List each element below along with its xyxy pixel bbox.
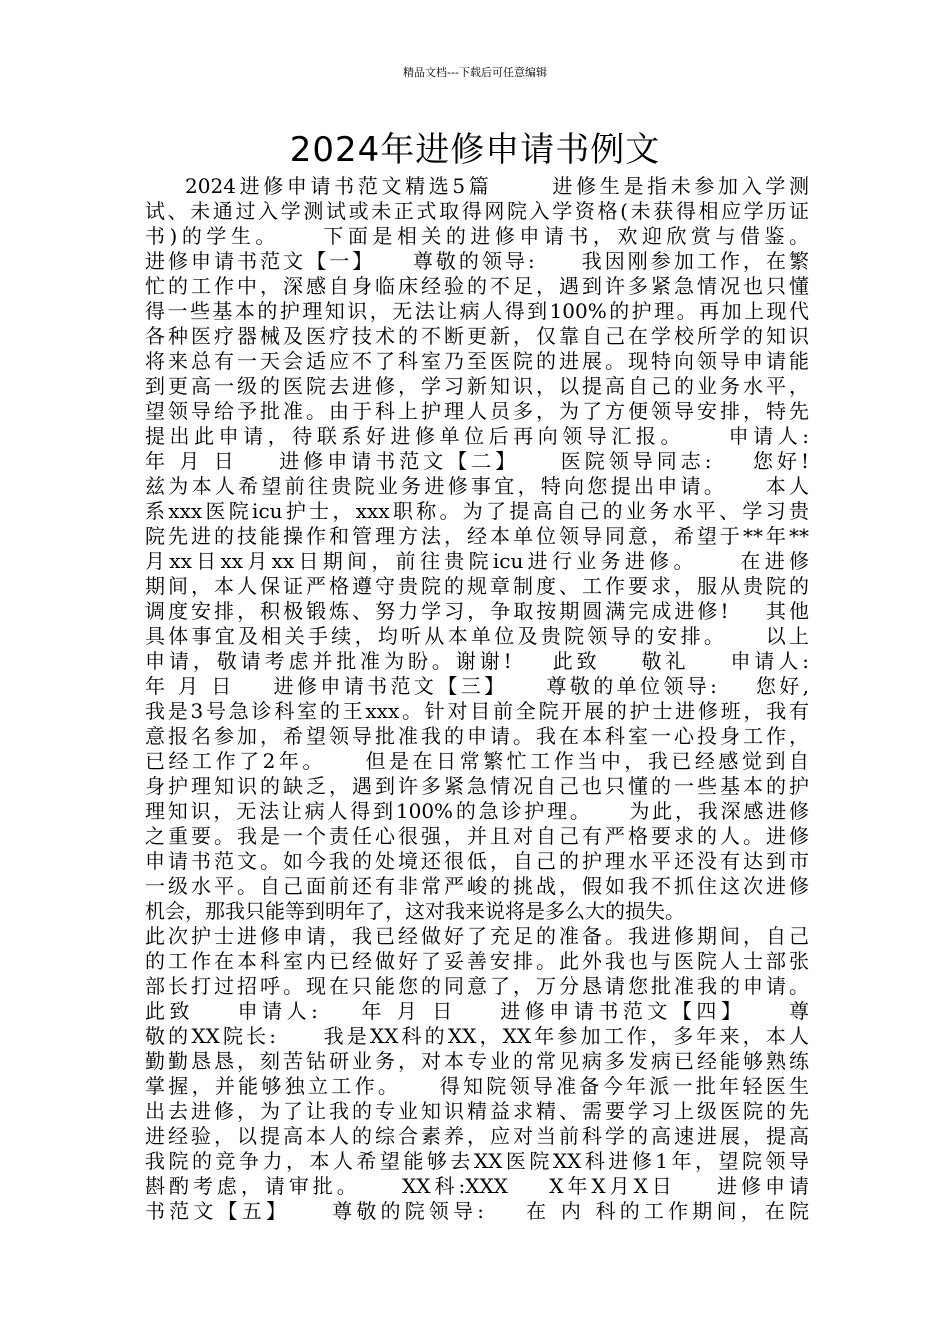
body-line: 书)的学生。 下面是相关的进修申请书，欢迎欣赏与借鉴。 — [145, 224, 809, 248]
body-line: 斟酌考虑，请审批。 XX科:XXX X年X月X日 进修申请 — [145, 1174, 809, 1198]
body-line: 年 月 日 进修申请书范文【三】 尊敬的单位领导: 您好, — [145, 674, 809, 698]
body-line: 年 月 日 进修申请书范文【二】 医院领导同志: 您好! — [145, 449, 809, 473]
body-line: 进经验，以提高本人的综合素养，应对当前科学的高速进展，提高 — [145, 1124, 809, 1148]
body-line: 我院的竞争力，本人希望能够去XX医院XX科进修1年，望院领导 — [145, 1149, 809, 1173]
body-line: 将来总有一天会适应不了科室乃至医院的进展。现特向领导申请能 — [145, 349, 809, 373]
body-line: 理知识，无法让病人得到100%的急诊护理。 为此，我深感进修 — [145, 799, 809, 823]
body-line: 掌握，并能够独立工作。 得知院领导准备今年派一批年轻医生 — [145, 1074, 809, 1098]
body-line: 已经工作了2年。 但是在日常繁忙工作当中，我已经感觉到自 — [145, 749, 809, 773]
body-line: 申请书范文。如今我的处境还很低，自己的护理水平还没有达到市 — [145, 849, 809, 873]
body-line: 一级水平。自己面前还有非常严峻的挑战，假如我不抓住这次进修 — [145, 874, 809, 898]
document-title: 2024年进修申请书例文 — [289, 130, 661, 170]
body-line: 试、未通过入学测试或未正式取得网院入学资格(未获得相应学历证 — [145, 199, 809, 223]
body-line: 各种医疗器械及医疗技术的不断更新，仅靠自己在学校所学的知识 — [145, 324, 809, 348]
document-body — [145, 174, 809, 1224]
body-line: 院先进的技能操作和管理方法，经本单位领导同意，希望于**年** — [145, 524, 809, 548]
body-line: 2024进修申请书范文精选5篇 进修生是指未参加入学测 — [145, 174, 809, 198]
body-line: 我是3号急诊科室的王xxx。针对目前全院开展的护士进修班，我有 — [145, 699, 809, 723]
body-line: 之重要。我是一个责任心很强，并且对自己有严格要求的人。进修 — [145, 824, 809, 848]
body-line: 具体事宜及相关手续，均听从本单位及贵院领导的安排。 以上 — [145, 624, 809, 648]
body-line: 此致 申请人: 年 月 日 进修申请书范文【四】 尊 — [145, 999, 809, 1023]
body-line: 调度安排，积极锻炼、努力学习，争取按期圆满完成进修! 其他 — [145, 599, 809, 623]
body-line: 得一些基本的护理知识，无法让病人得到100%的护理。再加上现代 — [145, 299, 809, 323]
body-line: 机会，那我只能等到明年了，这对我来说将是多么大的损失。 — [145, 899, 685, 923]
body-line: 此次护士进修申请，我已经做好了充足的准备。我进修期间，自己 — [145, 924, 809, 948]
body-line: 勤勤恳恳，刻苦钻研业务，对本专业的常见病多发病已经能够熟练 — [145, 1049, 809, 1073]
body-line: 敬的XX院长: 我是XX科的XX，XX年参加工作，多年来，本人 — [145, 1024, 809, 1048]
body-line: 月xx日xx月xx日期间，前往贵院icu进行业务进修。 在进修 — [145, 549, 809, 573]
body-line: 系xxx医院icu护士，xxx职称。为了提高自己的业务水平、学习贵 — [145, 499, 809, 523]
body-line: 期间，本人保证严格遵守贵院的规章制度、工作要求，服从贵院的 — [145, 574, 809, 598]
body-line: 到更高一级的医院去进修，学习新知识，以提高自己的业务水平， — [145, 374, 809, 398]
body-line: 书范文【五】 尊敬的院领导: 在 内 科的工作期间，在院 — [145, 1199, 809, 1223]
body-line: 意报名参加，希望领导批准我的申请。我在本科室一心投身工作， — [145, 724, 809, 748]
body-line: 提出此申请，待联系好进修单位后再向领导汇报。 申请人: — [145, 424, 809, 448]
body-line: 部长打过招呼。现在只能您的同意了，万分恳请您批准我的申请。 — [145, 974, 809, 998]
body-line: 望领导给予批准。由于科上护理人员多，为了方便领导安排，特先 — [145, 399, 809, 423]
body-line: 申请，敬请考虑并批准为盼。谢谢! 此致 敬礼 申请人: — [145, 649, 809, 673]
body-line: 的工作在本科室内已经做好了妥善安排。此外我也与医院人士部张 — [145, 949, 809, 973]
page-header: 精品文档---下载后可任意编辑 — [403, 66, 547, 79]
body-line: 出去进修，为了让我的专业知识精益求精、需要学习上级医院的先 — [145, 1099, 809, 1123]
body-line: 忙的工作中，深感自身临床经验的不足，遇到许多紧急情况也只懂 — [145, 274, 809, 298]
body-line: 兹为本人希望前往贵院业务进修事宜，特向您提出申请。 本人 — [145, 474, 809, 498]
body-line: 进修申请书范文【一】 尊敬的领导: 我因刚参加工作，在繁 — [145, 249, 809, 273]
body-line: 身护理知识的缺乏，遇到许多紧急情况自己也只懂的一些基本的护 — [145, 774, 809, 798]
